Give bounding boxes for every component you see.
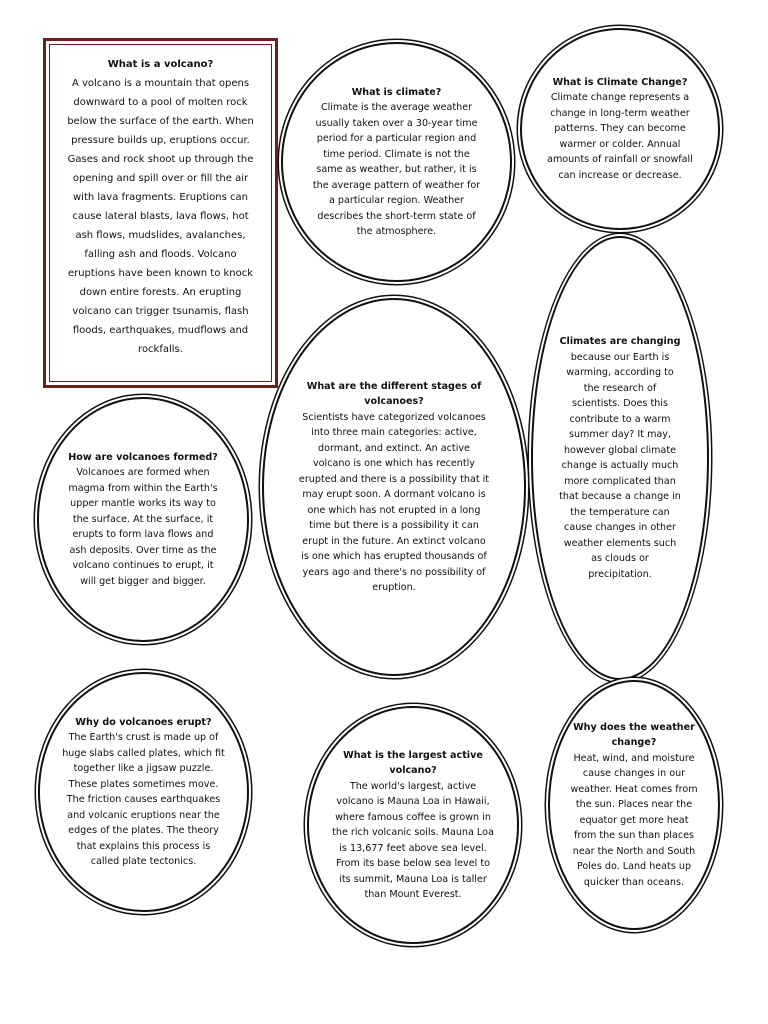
climate-card-title: What is climate? [351,86,442,98]
erupt-card-body: The Earth's crust is made up of huge slabs called plates, which fit together like a jigsaw puzzle. These plates sometimes move. The friction causes earthquakes and volcanic eruptions near the edges of the plates. The theory that explains this process is called plate tectonics. [62,732,225,867]
climates-changing-card-title: Climates are changing [559,336,681,347]
climates-changing-card-text [559,334,681,582]
formed-card-title: How are volcanoes formed? [68,451,218,463]
erupt-card-title: Why do volcanoes erupt? [75,716,212,728]
volcano-card-title: What is a volcano? [107,59,214,70]
stages-card-body: Scientists have categorized volcanoes into three main categories: active, dormant, and extinct. An active volcano is one which has recently erupted and there is a possibility that it may erupt soon. A dormant volcano is one which has not erupted in a long time but there is a possibility it can erupt in the future. An extinct volcano is one which has erupted thousands of years ago and there's no possibility of eruption. [298,411,490,593]
stages-card-title: What are the different stages of volcanoes? [306,380,482,407]
climate-change-card-title: What is Climate Change? [552,76,688,88]
climate-change-card [520,28,720,230]
climates-changing-card-body: because our Earth is warming, according to the research of scientists. Does this contribute to a warm summer day? It may, however global climate change is actually much more complicated than that because a change in the temperature can cause changes in other weather elements such as clouds or precipitation. [559,351,681,580]
climate-change-card-body: Climate change represents a change in long-term weather patterns. They can become warmer or colder. Annual amounts of rainfall or snowfall can increase or decrease. [547,92,693,181]
volcano-card [43,38,278,388]
formed-card [37,397,249,642]
weather-change-card-body: Heat, wind, and moisture cause changes in our weather. Heat comes from the sun. Places near the equator get more heat from the sun than places near the North and South Poles do. Land heats up quicker than oceans. [570,752,698,888]
climate-card-body: Climate is the average weather usually taken over a 30-year time period for a particular region and time period. Climate is not the same as weather, but rather, it is the average pattern of weather for a particular region. Weather describes the short-term state of the atmosphere. [312,102,481,237]
weather-change-card-title: Why does the weather change? [573,721,695,749]
formed-card-body: Volcanoes are formed when magma from within the Earth's upper mantle works its way to the surface. At the surface, it erupts to form lava flows and ash deposits. Over time as the volcano continues to erupt, it will get bigger and bigger. [68,467,218,587]
largest-card-body: The world's largest, active volcano is Mauna Loa in Hawaii, where famous coffee is grown in the rich volcanic soils. Mauna Loa is 13,677 feet above sea level. From its base below sea level to its summit, Mauna Loa is taller than Mount Everest. [332,780,494,900]
largest-card [307,706,519,944]
volcano-card-body: A volcano is a mountain that opens downward to a pool of molten rock below the surface of the earth. When pressure builds up, eruptions occur. Gases and rock shoot up through the opening and spill over or fill the air with lava fragments. Eruptions can cause lateral blasts, lava flows, hot ash flows, mudslides, avalanches, falling ash and floods. Volcano eruptions have been known to knock down entire forests. An erupting volcano can trigger tsunamis, flash floods, earthquakes, mudflows and rockfalls. [67,78,254,355]
largest-card-title: What is the largest active volcano? [343,749,483,776]
climates-changing-card [531,236,709,680]
erupt-card [38,672,249,912]
climate-card [281,42,512,282]
weather-change-card [548,680,720,930]
stages-card [262,298,526,676]
